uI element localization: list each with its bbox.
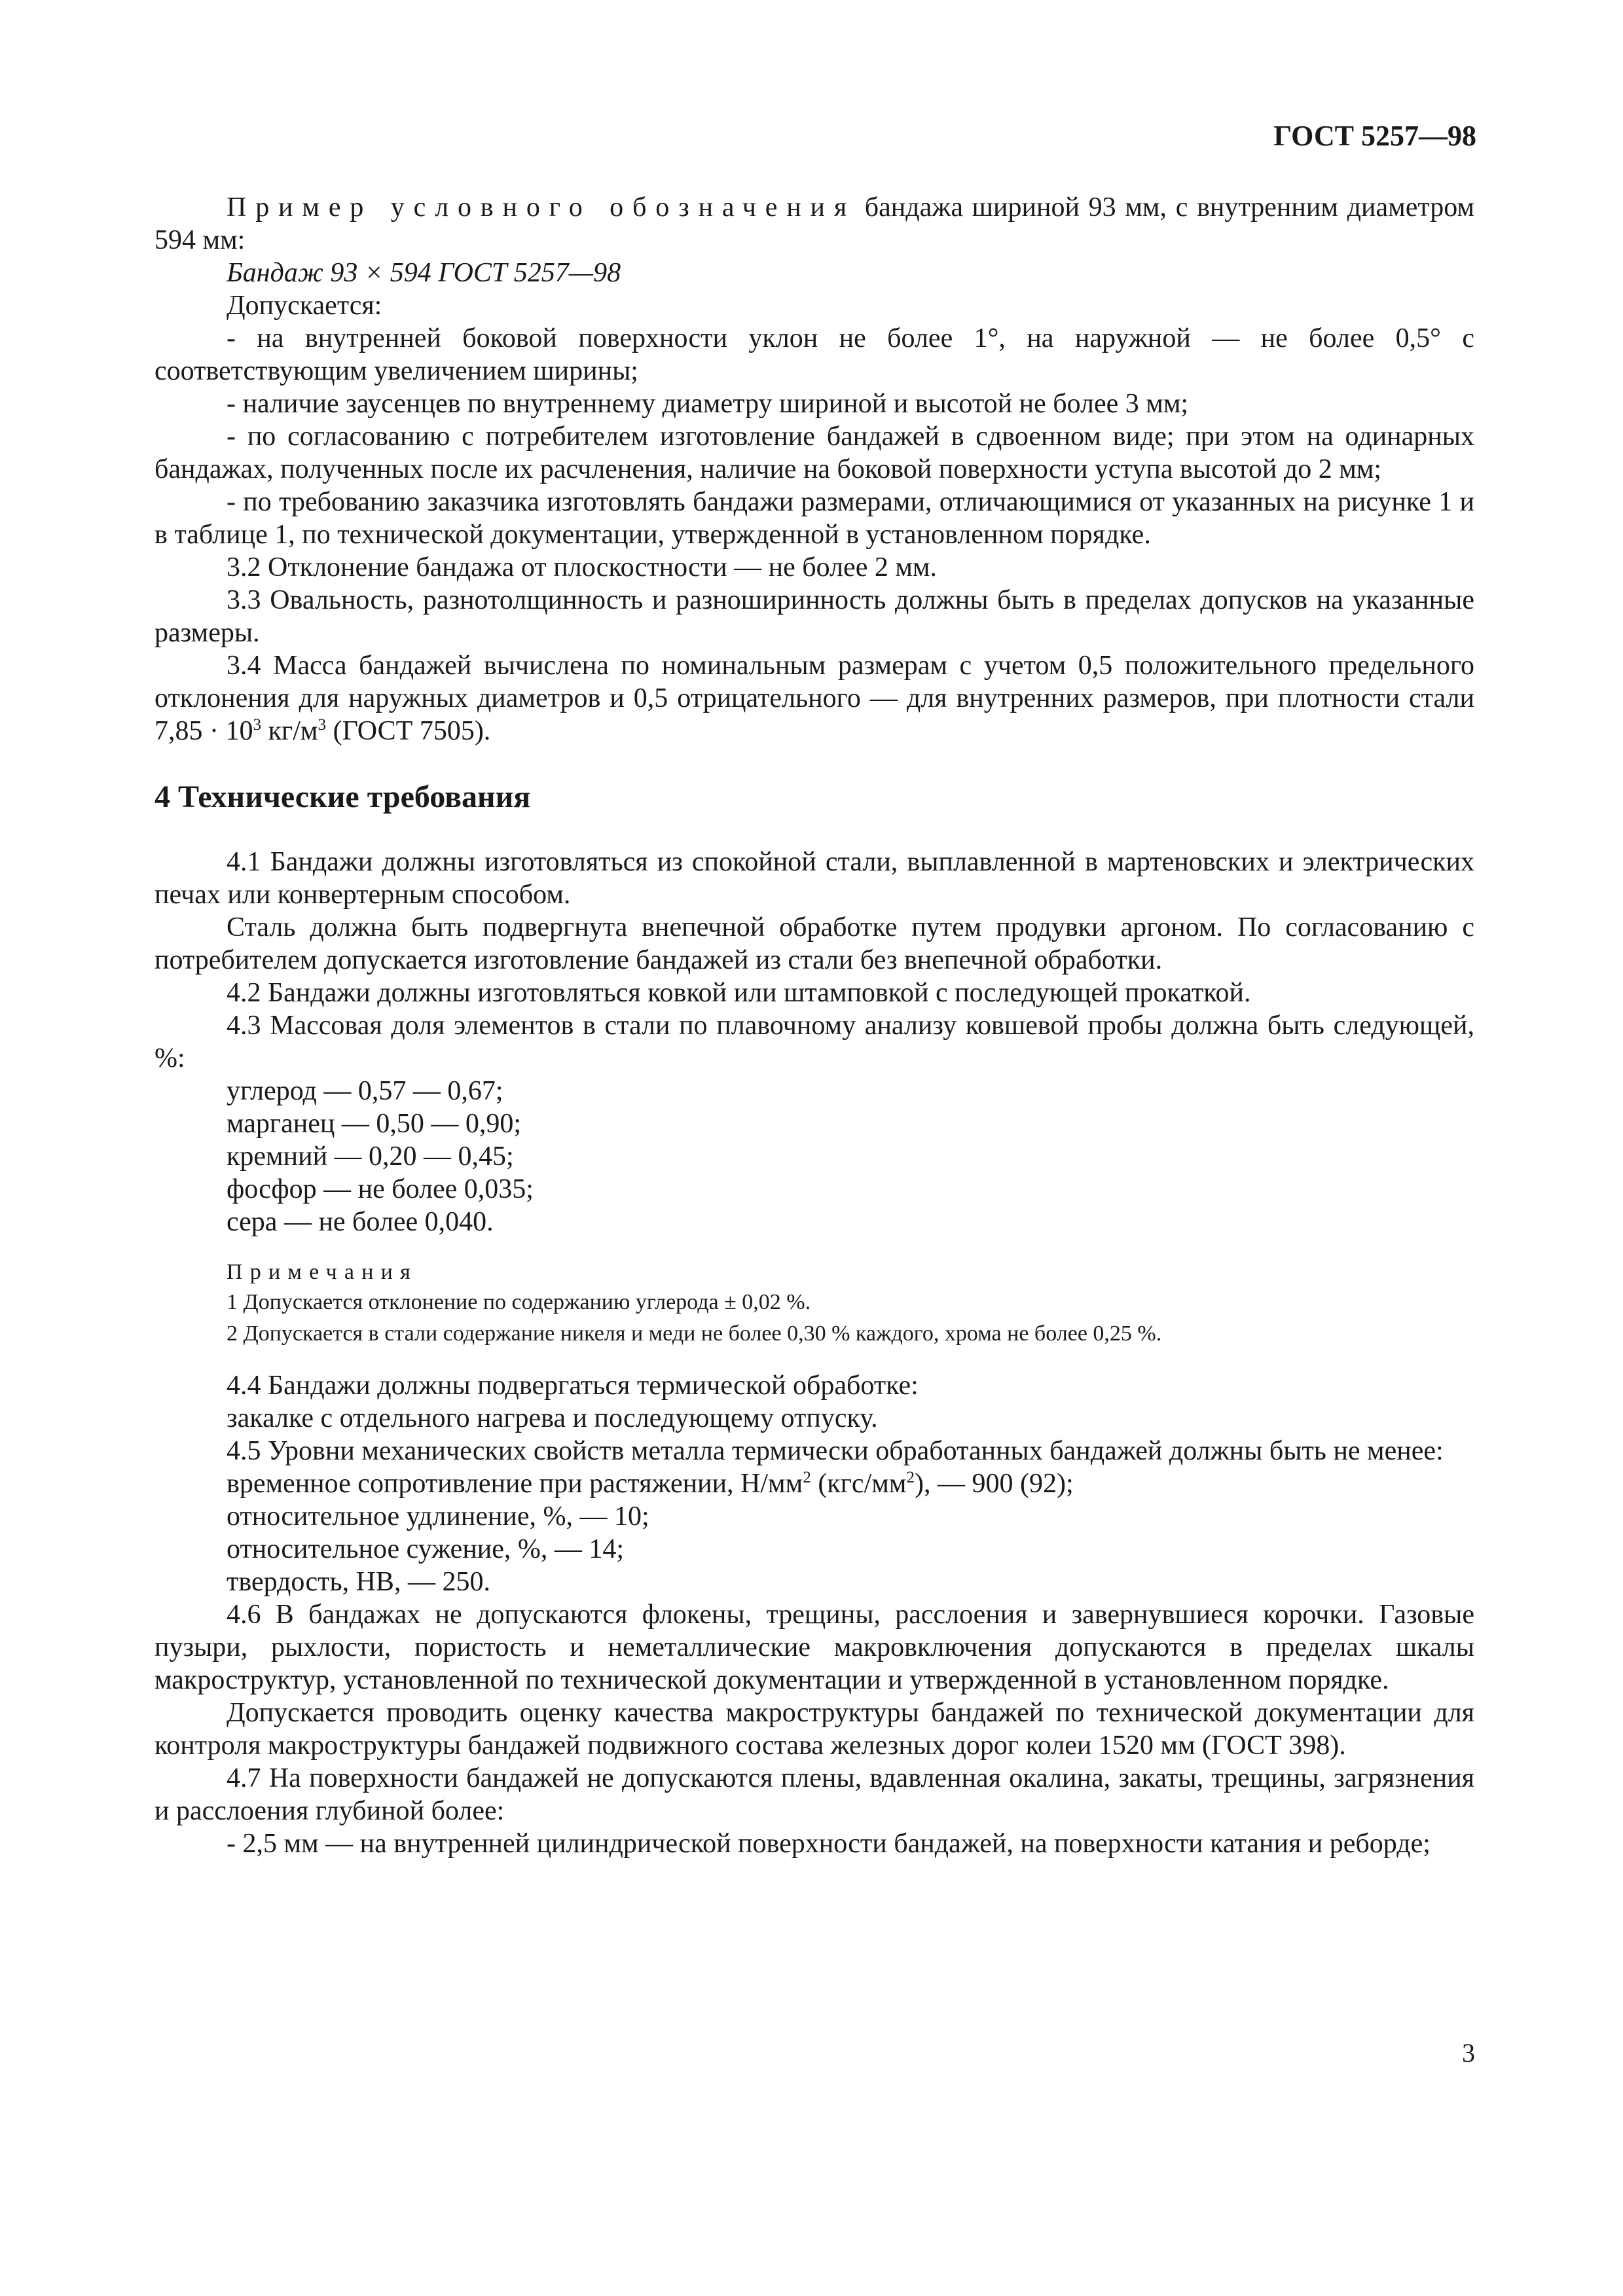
designation-example-paragraph xyxy=(155,191,1474,257)
property-tensile-exponent: 2 xyxy=(803,1469,811,1486)
clause-4-1: 4.1 Бандажи должны изготовляться из спокойной стали, выплавленной в мартеновских и электрических печах или конвертерным способом. xyxy=(155,847,1474,910)
element-phosphorus: фосфор — не более 0,035; xyxy=(227,1174,534,1204)
designation-example-label: Пример условного обозначения xyxy=(227,192,856,223)
element-manganese: марганец — 0,50 — 0,90; xyxy=(227,1109,522,1139)
clause-4-4-continued: закалке с отдельного нагрева и последующему отпуску. xyxy=(227,1403,878,1433)
clause-3-4-text: 3.4 Масса бандажей вычислена по номинальным размерам с учетом 0,5 положительного предельного отклонения для наружных диаметров и 0,5 отрицательного — для внутренних размеров, при плотности стали 7,85 · 10 xyxy=(155,651,1474,746)
clause-4-4: 4.4 Бандажи должны подвергаться термической обработке: xyxy=(227,1371,919,1401)
clause-4-1-continued: Сталь должна быть подвергнута внепечной обработке путем продувки аргоном. По согласованию с потребителем допускается изготовление бандажей из стали без внепечной обработки. xyxy=(155,912,1474,975)
allowed-item-3: - по согласованию с потребителем изготовление бандажей в сдвоенном виде; при этом на одинарных бандажах, полученных после их расчленения, наличие на боковой поверхности уступа высотой до 2 мм; xyxy=(155,422,1474,484)
note-2: 2 Допускается в стали содержание никеля и меди не более 0,30 % каждого, хрома не более 0,25 %. xyxy=(227,1321,1162,1346)
document-body xyxy=(155,191,1474,1860)
property-tensile-value: ), — 900 (92); xyxy=(915,1469,1074,1499)
designation-example-text: бандажа шириной 93 мм, с внутренним диаметром 594 мм: xyxy=(155,192,1474,255)
property-tensile-alt-exponent: 2 xyxy=(906,1469,915,1486)
spacer xyxy=(155,1350,1474,1369)
clause-3-4-reference: (ГОСТ 7505). xyxy=(326,716,491,746)
clause-3-3: 3.3 Овальность, разнотолщинность и разноширинность должны быть в пределах допусков на указанные размеры. xyxy=(155,585,1474,648)
clause-4-7: 4.7 На поверхности бандажей не допускаются плены, вдавленная окалина, закаты, трещины, загрязнения и расслоения глубиной более: xyxy=(155,1763,1474,1826)
designation-formula: Бандаж 93 × 594 ГОСТ 5257—98 xyxy=(227,258,621,288)
clause-3-2: 3.2 Отклонение бандажа от плоскостности — не более 2 мм. xyxy=(227,552,937,583)
clause-4-2: 4.2 Бандажи должны изготовляться ковкой или штамповкой с последующей прокаткой. xyxy=(227,978,1251,1008)
property-tensile-alt-unit: (кгс/мм xyxy=(811,1469,907,1499)
element-silicon: кремний — 0,20 — 0,45; xyxy=(227,1141,514,1172)
clause-4-3: 4.3 Массовая доля элементов в стали по плавочному анализу ковшевой пробы должна быть следующей, %: xyxy=(155,1011,1474,1073)
clause-4-5: 4.5 Уровни механических свойств металла термически обработанных бандажей должны быть не менее: xyxy=(227,1436,1444,1466)
spacer xyxy=(155,1238,1474,1258)
allowed-item-1: - на внутренней боковой поверхности уклон не более 1°, на наружной — не более 0,5° с соответствующим увеличением ширины; xyxy=(155,323,1474,386)
document-header-code: ГОСТ 5257—98 xyxy=(1273,120,1476,152)
section-4-heading: 4 Технические требования xyxy=(155,780,531,814)
element-sulfur: сера — не более 0,040. xyxy=(227,1207,494,1237)
allowed-item-4: - по требованию заказчика изготовлять бандажи размерами, отличающимися от указанных на рисунке 1 и в таблице 1, по технической документации, утвержденной в установленном порядке. xyxy=(155,487,1474,550)
clause-3-4-unit: кг/м xyxy=(261,716,318,746)
clause-3-4-exponent: 3 xyxy=(253,716,262,734)
clause-3-4-unit-exponent: 3 xyxy=(318,716,327,734)
element-carbon: углерод — 0,57 — 0,67; xyxy=(227,1076,503,1106)
clause-3-4 xyxy=(155,649,1474,747)
property-elongation: относительное удлинение, %, — 10; xyxy=(227,1501,649,1532)
property-tensile-strength xyxy=(155,1467,1474,1500)
allowed-item-2: - наличие заусенцев по внутреннему диаметру шириной и высотой не более 3 мм; xyxy=(227,389,1189,419)
clause-4-6-continued: Допускается проводить оценку качества макроструктуры бандажей по технической документации для контроля макроструктуры бандажей подвижного состава железных дорог колеи 1520 мм (ГОСТ 398). xyxy=(155,1698,1474,1761)
property-tensile-text: временное сопротивление при растяжении, Н/мм xyxy=(227,1469,803,1499)
note-1: 1 Допускается отклонение по содержанию углерода ± 0,02 %. xyxy=(227,1290,811,1314)
property-hardness: твердость, НВ, — 250. xyxy=(227,1567,490,1597)
clause-4-7-item: - 2,5 мм — на внутренней цилиндрической поверхности бандажей, на поверхности катания и реборде; xyxy=(227,1829,1431,1859)
page-number: 3 xyxy=(1462,2038,1475,2068)
clause-4-6: 4.6 В бандажах не допускаются флокены, трещины, расслоения и завернувшиеся корочки. Газовые пузыри, рыхлости, пористость и неметаллические макровключения допускаются в пределах шкалы макроструктур, установленной по технической документации и утвержденной в установленном порядке. xyxy=(155,1600,1474,1695)
property-contraction: относительное сужение, %, — 14; xyxy=(227,1534,625,1564)
allowed-intro: Допускается: xyxy=(227,291,382,321)
notes-title: Примечания xyxy=(227,1260,418,1284)
